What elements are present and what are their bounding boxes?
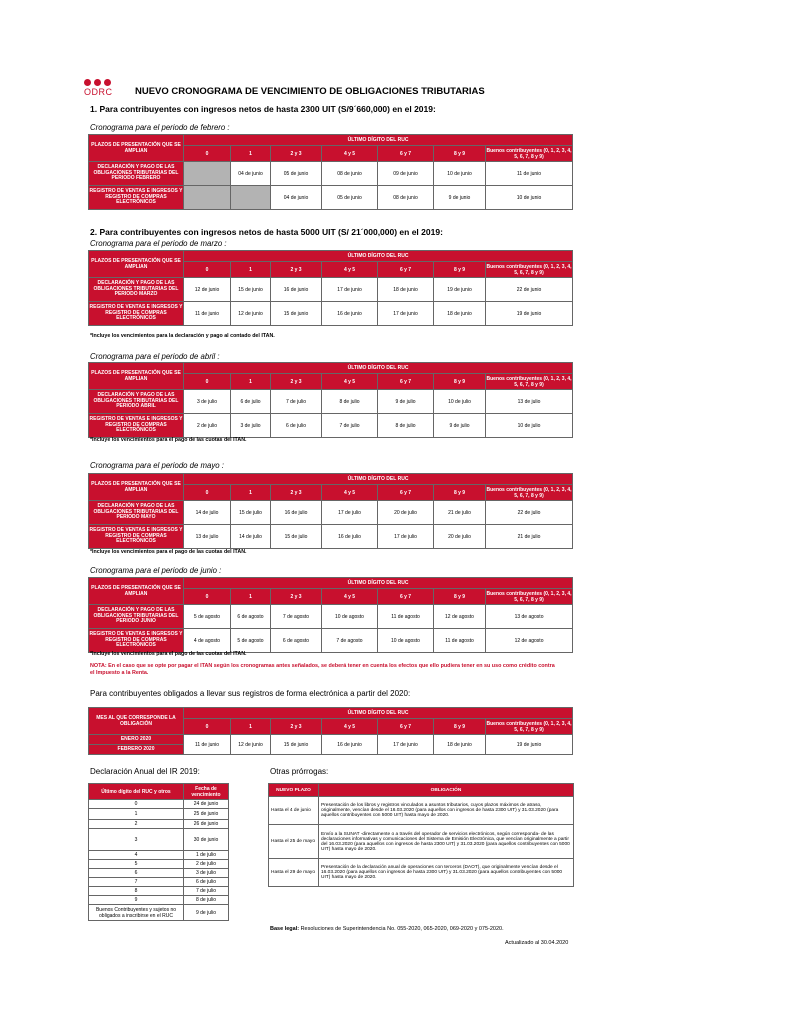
digit-header: 0 bbox=[184, 146, 231, 162]
updated-date: Actualizado al 30.04.2020 bbox=[505, 940, 569, 946]
due-date-cell: 9 de julio bbox=[378, 390, 434, 414]
ruc-digit-header: ÚLTIMO DÍGITO DEL RUC bbox=[184, 474, 573, 485]
annual-digit: 8 bbox=[89, 887, 184, 896]
due-date-cell: 6 de julio bbox=[271, 414, 322, 438]
due-date-cell: 10 de julio bbox=[486, 414, 573, 438]
due-date-cell: 18 de junio bbox=[378, 278, 434, 302]
due-date-cell: 15 de julio bbox=[271, 525, 322, 549]
digit-header: 1 bbox=[231, 146, 271, 162]
obligation-label: DECLARACIÓN Y PAGO DE LAS OBLIGACIONES TRIBUTARIAS DEL PERIODO MAYO bbox=[89, 501, 184, 525]
digit-header: Buenos contribuyentes (0, 1, 2, 3, 4, 5, 6, 7, 8 y 9) bbox=[486, 590, 572, 603]
due-date-cell: 20 de julio bbox=[434, 525, 486, 549]
odrc-logo bbox=[84, 79, 114, 97]
due-date-cell: 18 de junio bbox=[434, 735, 486, 755]
digit-header: 2 y 3 bbox=[271, 262, 322, 278]
digit-header: 6 y 7 bbox=[378, 374, 434, 390]
left-header: PLAZOS DE PRESENTACIÓN QUE SE AMPLIAN bbox=[89, 578, 184, 605]
month-febrero: FEBRERO 2020 bbox=[89, 745, 184, 755]
due-date-cell: 21 de julio bbox=[434, 501, 486, 525]
due-date-cell: 19 de junio bbox=[486, 735, 573, 755]
due-date-cell: 10 de agosto bbox=[322, 605, 378, 629]
digit-header: 4 y 5 bbox=[322, 589, 378, 605]
annual-date: 9 de julio bbox=[184, 905, 229, 921]
due-date-cell: 5 de agosto bbox=[231, 629, 271, 653]
digit-header: 8 y 9 bbox=[434, 719, 486, 735]
period-label: Cronograma para el periodo de mayo : bbox=[90, 461, 224, 470]
due-date-cell: 13 de julio bbox=[184, 525, 231, 549]
digit-header: 2 y 3 bbox=[271, 485, 322, 501]
obligation-label: DECLARACIÓN Y PAGO DE LAS OBLIGACIONES TRIBUTARIAS DEL PERIODO FEBRERO bbox=[89, 162, 184, 186]
due-date-cell: 11 de agosto bbox=[378, 605, 434, 629]
schedule-table bbox=[88, 577, 573, 653]
annual-date: 25 de junio bbox=[184, 809, 229, 820]
due-date-cell: 19 de junio bbox=[486, 302, 573, 326]
digit-header: 1 bbox=[231, 262, 271, 278]
month-header: MES AL QUE CORRESPONDE LA OBLIGACIÓN bbox=[89, 708, 184, 735]
due-date-cell: 16 de junio bbox=[322, 302, 378, 326]
schedule-table bbox=[88, 473, 573, 549]
obligation-label: REGISTRO DE VENTAS E INGRESOS Y REGISTRO DE COMPRAS ELECTRÓNICOS bbox=[89, 525, 184, 549]
digit-header: 4 y 5 bbox=[322, 374, 378, 390]
digit-header: 4 y 5 bbox=[322, 485, 378, 501]
ruc-digit-header: ÚLTIMO DÍGITO DEL RUC bbox=[184, 363, 573, 374]
itan-note: *Incluye los vencimientos para el pago de las cuotas del ITAN. bbox=[90, 437, 247, 443]
new-deadline: Hasta el 4 de junio bbox=[269, 797, 319, 825]
digit-header: Buenos contribuyentes (0, 1, 2, 3, 4, 5, 6, 7, 8 y 9) bbox=[486, 147, 572, 160]
due-date-cell: 3 de julio bbox=[184, 390, 231, 414]
otras-col-plazo: NUEVO PLAZO bbox=[269, 784, 319, 797]
annual-digit: 9 bbox=[89, 896, 184, 905]
due-date-cell: 5 de agosto bbox=[184, 605, 231, 629]
new-deadline: Hasta el 25 de mayo bbox=[269, 825, 319, 859]
base-legal bbox=[270, 926, 504, 932]
schedule-table bbox=[88, 362, 573, 438]
base-legal-label: Base legal: bbox=[270, 926, 300, 932]
annual-digit: 4 bbox=[89, 851, 184, 860]
annual-date: 7 de julio bbox=[184, 887, 229, 896]
itan-note: *Incluye los vencimientos para el pago de las cuotas del ITAN. bbox=[90, 549, 247, 555]
nota-itan: NOTA: En el caso que se opte por pagar el ITAN según los cronogramas antes señalados, se deberá tener en cuenta los efectos que ello pudiera tener en su uso como crédito contra el Impuesto a la Renta. bbox=[90, 663, 555, 676]
due-date-cell: 14 de julio bbox=[184, 501, 231, 525]
due-date-cell: 14 de julio bbox=[231, 525, 271, 549]
due-date-cell: 21 de julio bbox=[486, 525, 573, 549]
due-date-cell: 08 de junio bbox=[322, 162, 378, 186]
due-date-cell: 12 de agosto bbox=[486, 629, 573, 653]
digit-header: 2 y 3 bbox=[271, 146, 322, 162]
section2-heading: 2. Para contribuyentes con ingresos netos de hasta 5000 UIT (S/ 21´000,000) en el 2019: bbox=[90, 227, 443, 237]
due-date-cell: 11 de agosto bbox=[434, 629, 486, 653]
digit-header: 1 bbox=[231, 374, 271, 390]
due-date-cell: 15 de junio bbox=[271, 735, 322, 755]
annual-digit: 3 bbox=[89, 829, 184, 851]
due-date-cell: 3 de julio bbox=[231, 414, 271, 438]
empty-cell bbox=[231, 186, 271, 210]
period-label: Cronograma para el periodo de abril : bbox=[90, 352, 220, 361]
due-date-cell: 16 de julio bbox=[322, 525, 378, 549]
digit-header: 8 y 9 bbox=[434, 146, 486, 162]
annual-date: 3 de julio bbox=[184, 869, 229, 878]
itan-note: *Incluye los vencimientos para el pago de las cuotas del ITAN. bbox=[90, 651, 247, 657]
due-date-cell: 2 de julio bbox=[184, 414, 231, 438]
due-date-cell: 05 de junio bbox=[322, 186, 378, 210]
itan-note: *Incluye los vencimientos para la declaración y pago al contado del ITAN. bbox=[90, 333, 275, 339]
due-date-cell: 11 de junio bbox=[184, 735, 231, 755]
digit-header: 8 y 9 bbox=[434, 374, 486, 390]
annual-col-date: Fecha de vencimiento bbox=[184, 784, 229, 800]
empty-cell bbox=[184, 186, 231, 210]
annual-date: 2 de julio bbox=[184, 860, 229, 869]
annual-heading: Declaración Anual del IR 2019: bbox=[90, 767, 200, 776]
digit-header: Buenos contribuyentes (0, 1, 2, 3, 4, 5, 6, 7, 8 y 9) bbox=[486, 263, 572, 276]
schedule-table bbox=[88, 134, 573, 210]
digit-header: 1 bbox=[231, 719, 271, 735]
due-date-cell: 20 de julio bbox=[378, 501, 434, 525]
digit-header: 4 y 5 bbox=[322, 146, 378, 162]
due-date-cell: 11 de junio bbox=[486, 162, 573, 186]
annual-date: 6 de julio bbox=[184, 878, 229, 887]
otras-heading: Otras prórrogas: bbox=[270, 767, 329, 776]
digit-header: 0 bbox=[184, 374, 231, 390]
new-deadline: Hasta el 29 de mayo bbox=[269, 859, 319, 887]
due-date-cell: 17 de julio bbox=[322, 501, 378, 525]
due-date-cell: 6 de agosto bbox=[271, 629, 322, 653]
due-date-cell: 12 de agosto bbox=[434, 605, 486, 629]
due-date-cell: 9 de junio bbox=[434, 186, 486, 210]
otras-col-obligacion: OBLIGACIÓN bbox=[319, 784, 574, 797]
obligation-label: REGISTRO DE VENTAS E INGRESOS Y REGISTRO DE COMPRAS ELECTRÓNICOS bbox=[89, 186, 184, 210]
due-date-cell: 6 de agosto bbox=[231, 605, 271, 629]
due-date-cell: 04 de junio bbox=[271, 186, 322, 210]
obligation-label: DECLARACIÓN Y PAGO DE LAS OBLIGACIONES TRIBUTARIAS DEL PERIODO ABRIL bbox=[89, 390, 184, 414]
due-date-cell: 19 de junio bbox=[434, 278, 486, 302]
obligation-text: Presentación de los libros y registros vinculados a asuntos tributarios, cuyos plazos máximos de atraso, originalmente, vencían desde el 16.03.2020 (para aquellos con ingresos de hasta 2300 UIT) y 31.03.2020 (para aquellos contribuyentes con 5000 UIT) hasta mayo de 2020. bbox=[319, 797, 574, 825]
digit-header: 0 bbox=[184, 262, 231, 278]
left-header: PLAZOS DE PRESENTACIÓN QUE SE AMPLIAN bbox=[89, 363, 184, 390]
digit-header: 8 y 9 bbox=[434, 262, 486, 278]
period-label: Cronograma para el periodo de febrero : bbox=[90, 123, 230, 132]
due-date-cell: 7 de julio bbox=[271, 390, 322, 414]
ruc-digit-header: ÚLTIMO DÍGITO DEL RUC bbox=[184, 578, 573, 589]
digit-header: 2 y 3 bbox=[271, 719, 322, 735]
due-date-cell: 04 de junio bbox=[231, 162, 271, 186]
digit-header: 0 bbox=[184, 485, 231, 501]
annual-date: 1 de julio bbox=[184, 851, 229, 860]
obligation-text: Presentación de la declaración anual de operaciones con terceros (DAOT), que originalmente vencían desde el 16.03.2020 (para aquellos con ingresos de hasta 2300 UIT) y 31.03.2020 (para aquellos contribuyentes con 5000 UIT) hasta mayo de 2020. bbox=[319, 859, 574, 887]
due-date-cell: 10 de junio bbox=[486, 186, 573, 210]
digit-header: 8 y 9 bbox=[434, 589, 486, 605]
due-date-cell: 13 de julio bbox=[486, 390, 573, 414]
left-header: PLAZOS DE PRESENTACIÓN QUE SE AMPLIAN bbox=[89, 474, 184, 501]
annual-col-digit: Último dígito del RUC y otros bbox=[89, 784, 184, 800]
due-date-cell: 12 de junio bbox=[184, 278, 231, 302]
due-date-cell: 15 de julio bbox=[231, 501, 271, 525]
annual-digit: 5 bbox=[89, 860, 184, 869]
due-date-cell: 7 de agosto bbox=[322, 629, 378, 653]
schedule-table bbox=[88, 250, 573, 326]
due-date-cell: 10 de julio bbox=[434, 390, 486, 414]
obligation-label: REGISTRO DE VENTAS E INGRESOS Y REGISTRO DE COMPRAS ELECTRÓNICOS bbox=[89, 629, 184, 653]
ruc-digit-header: ÚLTIMO DÍGITO DEL RUC bbox=[184, 135, 573, 146]
electronic-records-table bbox=[88, 707, 573, 755]
month-enero: ENERO 2020 bbox=[89, 735, 184, 745]
annual-digit: Buenos Contribuyentes y sujetos no obligados a inscribirse en el RUC bbox=[89, 905, 184, 921]
left-header: PLAZOS DE PRESENTACIÓN QUE SE AMPLIAN bbox=[89, 135, 184, 162]
due-date-cell: 11 de junio bbox=[184, 302, 231, 326]
digit-header: Buenos contribuyentes (0, 1, 2, 3, 4, 5, 6, 7, 8 y 9) bbox=[486, 486, 572, 499]
due-date-cell: 17 de junio bbox=[378, 735, 434, 755]
annual-date: 8 de julio bbox=[184, 896, 229, 905]
obligation-text: Envío a la SUNAT -directamente o a través del operador de servicios electrónicos, según corresponda- de las declaraciones informativas y comunicaciones del Sistema de Emisión Electrónica, que vencían originalmente a partir del 16.03.2020 (para aquellos con ingresos de hasta 2300 UIT) y 31.03.2020 (para aquellos contribuyentes con 5000 UIT) hasta mayo de 2020. bbox=[319, 825, 574, 859]
obligation-label: DECLARACIÓN Y PAGO DE LAS OBLIGACIONES TRIBUTARIAS DEL PERIODO MARZO bbox=[89, 278, 184, 302]
due-date-cell: 16 de julio bbox=[271, 501, 322, 525]
obligation-label: DECLARACIÓN Y PAGO DE LAS OBLIGACIONES TRIBUTARIAS DEL PERIODO JUNIO bbox=[89, 605, 184, 629]
due-date-cell: 08 de junio bbox=[378, 186, 434, 210]
ruc-digit-header: ÚLTIMO DÍGITO DEL RUC bbox=[184, 251, 573, 262]
digit-header: 2 y 3 bbox=[271, 374, 322, 390]
due-date-cell: 16 de junio bbox=[322, 735, 378, 755]
annual-digit: 0 bbox=[89, 800, 184, 809]
due-date-cell: 15 de junio bbox=[271, 302, 322, 326]
left-header: PLAZOS DE PRESENTACIÓN QUE SE AMPLIAN bbox=[89, 251, 184, 278]
page-title: NUEVO CRONOGRAMA DE VENCIMIENTO DE OBLIGACIONES TRIBUTARIAS bbox=[135, 86, 485, 97]
section1-heading: 1. Para contribuyentes con ingresos netos de hasta 2300 UIT (S/9´660,000) en el 2019: bbox=[90, 104, 436, 114]
digit-header: 2 y 3 bbox=[271, 589, 322, 605]
due-date-cell: 12 de junio bbox=[231, 302, 271, 326]
due-date-cell: 15 de junio bbox=[231, 278, 271, 302]
digit-header: 1 bbox=[231, 485, 271, 501]
digit-header: 6 y 7 bbox=[378, 146, 434, 162]
due-date-cell: 4 de agosto bbox=[184, 629, 231, 653]
period-label: Cronograma para el periodo de junio : bbox=[90, 566, 222, 575]
digit-header: 0 bbox=[184, 719, 231, 735]
annual-digit: 7 bbox=[89, 878, 184, 887]
due-date-cell: 17 de julio bbox=[378, 525, 434, 549]
period-label: Cronograma para el periodo de marzo : bbox=[90, 239, 227, 248]
annual-digit: 6 bbox=[89, 869, 184, 878]
digit-header: 0 bbox=[184, 589, 231, 605]
due-date-cell: 17 de junio bbox=[378, 302, 434, 326]
empty-cell bbox=[184, 162, 231, 186]
due-date-cell: 8 de julio bbox=[378, 414, 434, 438]
annual-date: 30 de junio bbox=[184, 829, 229, 851]
annual-date: 26 de junio bbox=[184, 820, 229, 829]
due-date-cell: 8 de julio bbox=[322, 390, 378, 414]
due-date-cell: 09 de junio bbox=[378, 162, 434, 186]
digit-header: Buenos contribuyentes (0, 1, 2, 3, 4, 5, 6, 7, 8 y 9) bbox=[486, 720, 572, 733]
digit-header: 6 y 7 bbox=[378, 262, 434, 278]
annual-digit: 1 bbox=[89, 809, 184, 820]
due-date-cell: 22 de junio bbox=[486, 278, 573, 302]
otras-prorrogas-table bbox=[268, 783, 574, 887]
due-date-cell: 7 de julio bbox=[322, 414, 378, 438]
annual-date: 24 de junio bbox=[184, 800, 229, 809]
due-date-cell: 10 de junio bbox=[434, 162, 486, 186]
section3-heading: Para contribuyentes obligados a llevar sus registros de forma electrónica a partir del 2020: bbox=[90, 689, 411, 698]
due-date-cell: 10 de agosto bbox=[378, 629, 434, 653]
annual-ir-table bbox=[88, 783, 229, 921]
digit-header: 4 y 5 bbox=[322, 262, 378, 278]
obligation-label: REGISTRO DE VENTAS E INGRESOS Y REGISTRO DE COMPRAS ELECTRÓNICOS bbox=[89, 302, 184, 326]
digit-header: 4 y 5 bbox=[322, 719, 378, 735]
due-date-cell: 16 de junio bbox=[271, 278, 322, 302]
base-legal-text: Resoluciones de Superintendencia No. 055-2020, 065-2020, 069-2020 y 075-2020. bbox=[299, 926, 504, 932]
digit-header: 8 y 9 bbox=[434, 485, 486, 501]
due-date-cell: 7 de agosto bbox=[271, 605, 322, 629]
annual-digit: 2 bbox=[89, 820, 184, 829]
due-date-cell: 17 de junio bbox=[322, 278, 378, 302]
due-date-cell: 9 de julio bbox=[434, 414, 486, 438]
due-date-cell: 18 de junio bbox=[434, 302, 486, 326]
due-date-cell: 22 de julio bbox=[486, 501, 573, 525]
digit-header: 6 y 7 bbox=[378, 485, 434, 501]
obligation-label: REGISTRO DE VENTAS E INGRESOS Y REGISTRO DE COMPRAS ELECTRÓNICOS bbox=[89, 414, 184, 438]
digit-header: 6 y 7 bbox=[378, 589, 434, 605]
due-date-cell: 05 de junio bbox=[271, 162, 322, 186]
digit-header: 1 bbox=[231, 589, 271, 605]
due-date-cell: 6 de julio bbox=[231, 390, 271, 414]
digit-header: 6 y 7 bbox=[378, 719, 434, 735]
ruc-digit-header: ÚLTIMO DÍGITO DEL RUC bbox=[184, 708, 573, 719]
logo-text: ODRC bbox=[84, 87, 113, 97]
due-date-cell: 12 de junio bbox=[231, 735, 271, 755]
digit-header: Buenos contribuyentes (0, 1, 2, 3, 4, 5, 6, 7, 8 y 9) bbox=[486, 375, 572, 388]
due-date-cell: 13 de agosto bbox=[486, 605, 573, 629]
